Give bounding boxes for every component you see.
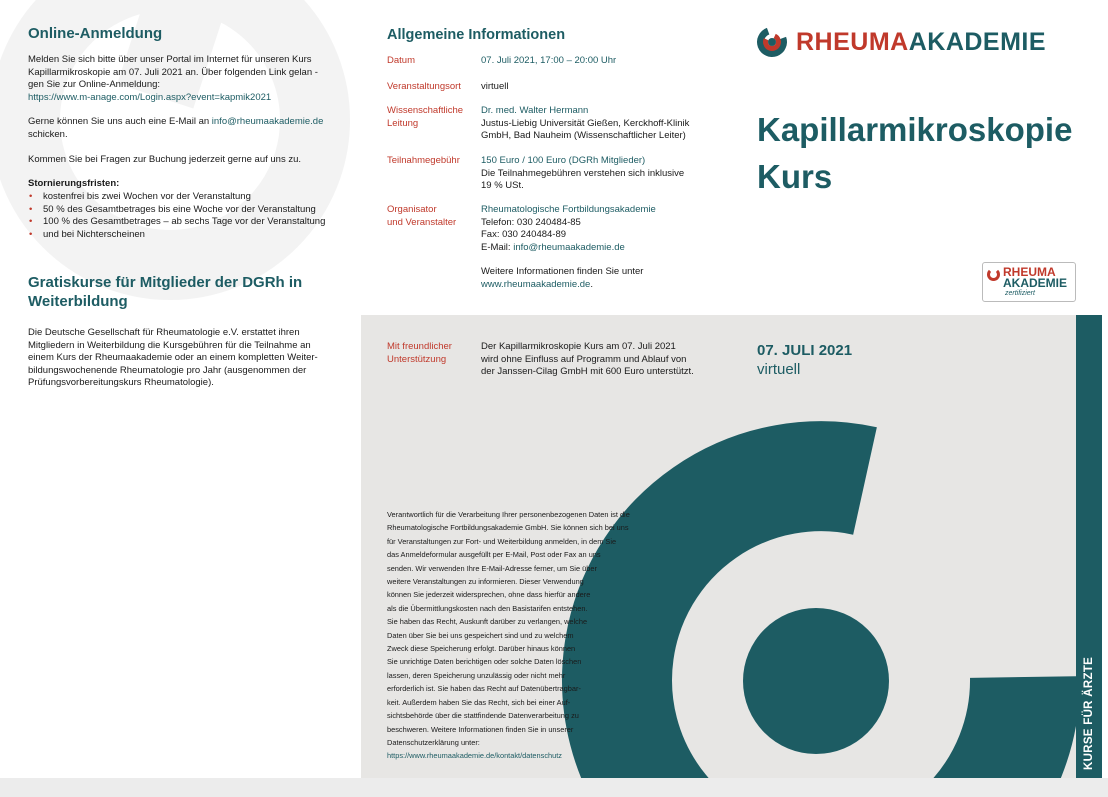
online-line-3: gen Sie zur Online-Anmeldung: (28, 79, 161, 90)
free-courses-title-line-1: Gratiskurse für Mitglieder der DGRh in (28, 274, 303, 291)
email-paragraph-end: schicken. (28, 128, 68, 140)
more-info (481, 266, 711, 291)
privacy-text (387, 508, 662, 763)
email-paragraph (28, 116, 358, 141)
scientific-lead-label (387, 105, 463, 130)
booking-questions-text: Kommen Sie bei Fragen zur Buchung jederzeit gerne auf uns zu. (28, 154, 302, 165)
lead-affiliation-cont: GmbH, Bad Nauheim (Wissenschaftlicher Leiter) (481, 130, 686, 141)
fee-value (481, 155, 711, 193)
organizer-fax: Fax: 030 240484-89 (481, 229, 567, 240)
support-label (387, 341, 452, 366)
online-line-2: Kapillarmikroskopie am 07. Juli 2021 an. Über folgenden Link gelan - (28, 66, 318, 78)
list-item: • 100 % des Gesamtbetrages – ab sechs Tage vor der Veranstaltung (28, 216, 348, 229)
left-column (0, 0, 361, 797)
text-line: Mitgliedern in Weiterbildung die Kursgebühren für die Teilnahme an (28, 339, 311, 351)
privacy-line: erforderlich ist. Sie haben das Recht auf Datenübertragbar- (387, 684, 581, 694)
date-value-text: 07. Juli 2021, 17:00 – 20:00 Uhr (481, 55, 617, 66)
privacy-link[interactable]: https://www.rheumaakademie.de/kontakt/datenschutz (387, 751, 563, 761)
label-line: Leitung (387, 117, 419, 129)
side-label (1076, 640, 1102, 778)
online-registration-title: Online-Anmeldung (28, 25, 163, 42)
scientific-lead-value (481, 105, 711, 143)
badge-subtitle: zertifiziert (1005, 290, 1035, 297)
privacy-line: Zweck diese Speicherung erfolgt. Darüber hinaus können (387, 644, 576, 654)
privacy-line: Sie unrichtige Daten berichtigen oder solche Daten löschen (387, 657, 582, 667)
date-value (481, 55, 616, 68)
support-line: Der Kapillarmikroskopie Kurs am 07. Juli 2021 (481, 341, 676, 352)
text-line: bildungswochenende Rheumatologie pro Jahr (ausgenommen der (28, 364, 307, 376)
website-link[interactable]: www.rheumaakademie.de (481, 278, 591, 290)
free-courses-title-line-2: Weiterbildung (28, 293, 128, 310)
free-courses-text (28, 327, 358, 390)
privacy-line: beschweren. Weitere Informationen finden Sie in unserer (387, 724, 574, 734)
support-line: wird ohne Einfluss auf Programm und Ablauf von (481, 353, 687, 365)
registration-link[interactable]: https://www.m-anage.com/Login.aspx?event=kapmik2021 (28, 91, 272, 103)
list-item: • kostenfrei bis zwei Wochen vor der Veranstaltung (28, 191, 348, 204)
fee-price: 150 Euro / 100 Euro (DGRh Mitglieder) (481, 155, 646, 166)
big-logo-dot (743, 608, 889, 754)
side-label-text: KURSE FÜR ÄRZTE (1083, 656, 1095, 770)
list-item: • 50 % des Gesamtbetrages bis eine Woche vor der Veranstaltung (28, 204, 348, 217)
certified-badge (982, 262, 1076, 302)
event-date: 07. JULI 2021 (757, 342, 853, 359)
privacy-line: für Veranstaltungen zur Fort- und Weiterbildung anmelden, in dem Sie (387, 536, 617, 546)
organizer-value (481, 204, 711, 254)
lead-name: Dr. med. Walter Hermann (481, 105, 589, 116)
text-line: einem Kurs der Rheumaakademie oder an einem kompletten Weiter- (28, 352, 318, 363)
privacy-line: können Sie jederzeit widersprechen, ohne dass hierfür andere (387, 590, 591, 600)
badge-logo-icon (987, 268, 1000, 281)
course-title-line-1: Kapillarmikroskopie (757, 111, 1073, 148)
organizer-phone: Telefon: 030 240484-85 (481, 216, 581, 228)
course-title-line-2: Kurs (757, 158, 833, 195)
more-info-period: . (590, 278, 593, 290)
privacy-line: Datenschutzerklärung unter: (387, 737, 480, 747)
label-line: Unterstützung (387, 353, 447, 365)
lead-affiliation: Justus-Liebig Universität Gießen, Kerckhoff-Klinik (481, 117, 690, 129)
cancellation-title: Stornierungsfristen: (28, 178, 120, 189)
organizer-email-link[interactable]: info@rheumaakademie.de (513, 241, 625, 253)
more-info-text: Weitere Informationen finden Sie unter (481, 266, 644, 277)
fee-note: Die Teilnahmegebühren verstehen sich inklusive (481, 167, 685, 179)
logo-wordmark (796, 28, 1046, 56)
privacy-line: weitere Veranstaltungen zu informieren. Dieser Verwendung (387, 577, 584, 587)
label-line: und Veranstalter (387, 216, 457, 228)
venue-label: Veranstaltungsort (387, 81, 461, 92)
support-text (481, 341, 721, 379)
privacy-line: senden. Wir verwenden Ihre E-Mail-Adresse ferner, um Sie über (387, 563, 597, 573)
privacy-line: lassen, deren Speicherung unzulässig oder nicht mehr (387, 670, 566, 680)
privacy-line: das Anmeldeformular ausgefüllt per E-Mail, Post oder Fax an uns (387, 550, 601, 560)
support-line: der Janssen-Cilag GmbH mit 600 Euro unterstützt. (481, 366, 694, 377)
online-registration-text (28, 54, 358, 104)
course-title (757, 106, 1072, 200)
free-courses-title (28, 273, 358, 311)
privacy-line: Rheumatologische Fortbildungsakademie GmbH. Sie können sich bei uns (387, 523, 629, 533)
privacy-line: Verantwortlich für die Verarbeitung Ihrer personenbezogenen Daten ist die (387, 510, 630, 519)
email-link[interactable]: info@rheumaakademie.de (211, 116, 324, 127)
badge-word-akademie: AKADEMIE (1003, 276, 1068, 290)
cancellation-list (28, 191, 348, 241)
online-line-1: Melden Sie sich bitte über unser Portal im Internet für unseren Kurs (28, 54, 312, 65)
date-label: Datum (387, 55, 415, 66)
organizer-name: Rheumatologische Fortbildungsakademie (481, 204, 656, 215)
privacy-line: Daten über Sie bei uns gespeichert sind und zu welchem (387, 630, 574, 640)
label-line: Wissenschaftliche (387, 105, 464, 116)
logo-word-rheuma: RHEUMA (796, 28, 909, 56)
organizer-email-prefix: E-Mail: (481, 241, 514, 253)
bottom-strip (0, 778, 1108, 797)
label-line: Organisator (387, 204, 437, 215)
privacy-line: sichtsbehörde über die stattfindende Datenverarbeitung zu (387, 711, 579, 721)
privacy-line: keit. Außerdem haben Sie das Recht, sich bei einer Auf- (387, 697, 571, 707)
text-line: Die Deutsche Gesellschaft für Rheumatologie e.V. erstattet ihren (28, 327, 300, 338)
badge-wordmark (1003, 267, 1067, 289)
list-item-continuation: • und bei Nichterscheinen (28, 229, 348, 242)
organizer-label (387, 204, 456, 229)
event-mode: virtuell (757, 361, 801, 378)
fee-vat: 19 % USt. (481, 180, 524, 191)
email-paragraph-text: Gerne können Sie uns auch eine E-Mail an (28, 116, 212, 127)
privacy-line: als die Übermittlungskosten nach den Basistarifen entstehen. (387, 603, 588, 613)
label-line: Mit freundlicher (387, 341, 452, 352)
privacy-line: Sie haben das Recht, Auskunft darüber zu verlangen, welche (387, 617, 588, 627)
general-info-title: Allgemeine Informationen (387, 27, 566, 43)
logo-mark-icon (757, 27, 787, 57)
venue-value: virtuell (481, 81, 509, 92)
badge-word-rheuma: RHEUMA (1003, 265, 1056, 279)
fee-label: Teilnahmegebühr (387, 155, 460, 166)
logo-word-akademie: AKADEMIE (908, 28, 1047, 56)
text-line: Prüfungsvorbereitungskurs Rheumatologie). (28, 377, 214, 388)
